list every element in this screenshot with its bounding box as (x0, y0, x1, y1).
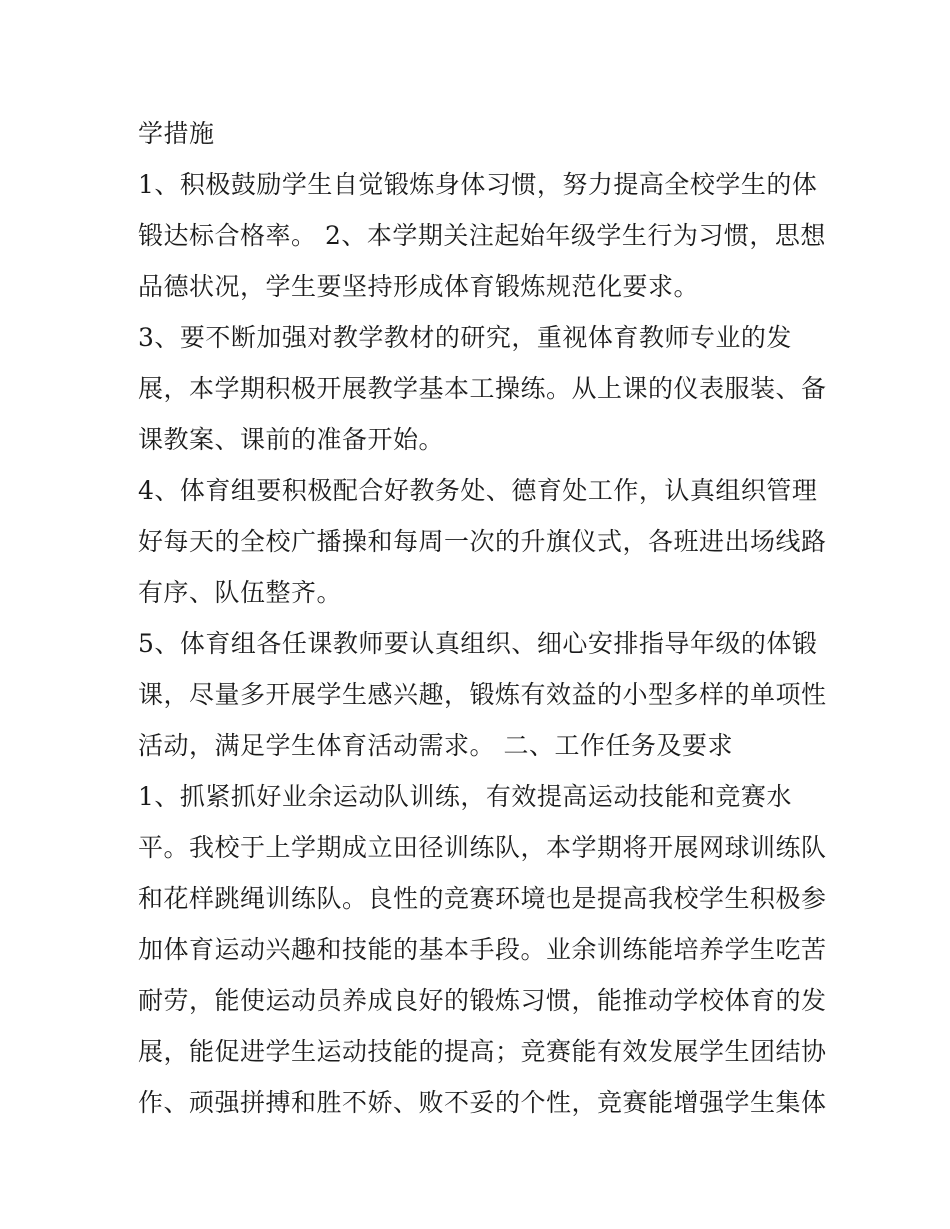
text-line: 耐劳，能使运动员养成良好的锻炼习惯，能推动学校体育的发 (138, 986, 827, 1015)
text-line: 好每天的全校广播操和每周一次的升旗仪式，各班进出场线路 (138, 527, 827, 556)
text-line: 展，能促进学生运动技能的提高；竞赛能有效发展学生团结协 (138, 1037, 827, 1066)
text-line: 品德状况，学生要坚持形成体育锻炼规范化要求。 (138, 272, 700, 301)
text-line: 活动，满足学生体育活动需求。 二、工作任务及要求 (138, 731, 733, 760)
text-line: 1、积极鼓励学生自觉锻炼身体习惯，努力提高全校学生的体 (138, 170, 818, 199)
text-line: 3、要不断加强对教学教材的研究，重视体育教师专业的发 (138, 323, 792, 352)
text-line: 作、顽强拼搏和胜不娇、败不妥的个性，竞赛能增强学生集体 (138, 1088, 827, 1117)
text-line: 锻达标合格率。 2、本学期关注起始年级学生行为习惯，思想 (138, 221, 826, 250)
text-line: 加体育运动兴趣和技能的基本手段。业余训练能培养学生吃苦 (138, 935, 827, 964)
text-line: 学措施 (138, 119, 215, 148)
text-line: 课教案、课前的准备开始。 (138, 425, 445, 454)
text-line: 和花样跳绳训练队。良性的竞赛环境也是提高我校学生积极参 (138, 884, 827, 913)
text-line: 展，本学期积极开展教学基本工操练。从上课的仪表服装、备 (138, 374, 827, 403)
text-line: 平。我校于上学期成立田径训练队，本学期将开展网球训练队 (138, 833, 827, 862)
text-line: 5、体育组各任课教师要认真组织、细心安排指导年级的体锻 (138, 629, 818, 658)
document-body (138, 108, 828, 1128)
text-line: 课，尽量多开展学生感兴趣，锻炼有效益的小型多样的单项性 (138, 680, 827, 709)
text-line: 1、抓紧抓好业余运动队训练，有效提高运动技能和竞赛水 (138, 782, 792, 811)
text-line: 4、体育组要积极配合好教务处、德育处工作，认真组织管理 (138, 476, 818, 505)
text-line: 有序、队伍整齐。 (138, 578, 343, 607)
